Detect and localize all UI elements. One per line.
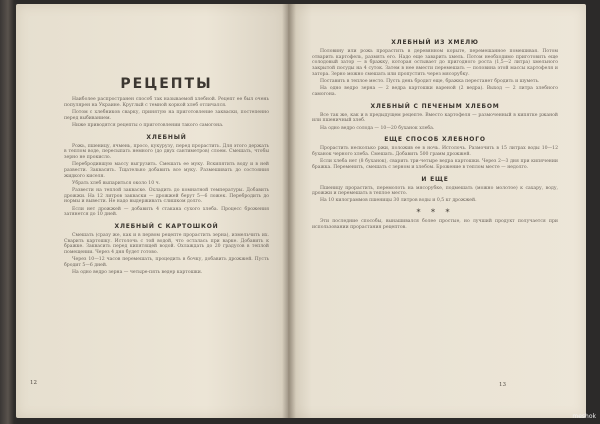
recipe-paragraph: Через 10—12 часов перемешать, процедить в бочку, добавить дрожжей. Пусть бродит 5—6 дней. [64, 257, 269, 268]
recipe-paragraph: Если нет дрожжей — добавить 4 стакана сухого хлеба. Процесс брожения затянется до 10 дней. [64, 206, 269, 218]
recipe-paragraph: Пшеницу прорастить, перемолоть на мясорубке, подмешать (можно молотое) к сахару, воду, дрожжи и перемешать в теплое место. [312, 185, 558, 197]
right-page-column [312, 34, 558, 232]
right-page [288, 4, 586, 418]
section-heading: ХЛЕБНЫЙ [146, 133, 187, 141]
recipe-paragraph: Смешать (сразу же, как и в первом рецепте прорастить зерна), измельчить их. Сварить картошку. Истолочь с той водой, что осталась при варке. Добавить к бражке. Заквасить перед кипятящей водой. Охлаждать до 20 градусов в теплой помещении. Через 4 дня будет готово. [64, 232, 269, 256]
left-page [16, 4, 288, 418]
section-heading: ХЛЕБНЫЙ С КАРТОШКОЙ [114, 222, 219, 230]
section-heading: ХЛЕБНЫЙ ИЗ ХМЕЛЮ [391, 39, 479, 46]
recipe-paragraph: На 10 килограммов пшеницы 30 литров воды и 0,5 кг дрожжей. [320, 198, 477, 204]
recipe-paragraph: Развести на теплой закваске. Охладить до комнатной температуры. Добавить дрожжи. На 12 литров закваски — дрожжей берут 5—6 ложек. Перебродить до нормы и вывести. Не надо выдерживать слишком долго. [64, 187, 269, 205]
page-number: 12 [30, 380, 37, 386]
recipe-paragraph: На одно ведро солода — 10—20 буханок хлеба. [320, 125, 435, 131]
recipe-paragraph: Если хлеба нет (8 буханок), сварить три-четыре ведра картошки. Через 2—3 дня при кипячении бражка. Переменить, смешать с зерном и хлебом. Брожение в теплом месте — недолго. [312, 159, 558, 170]
recipe-paragraph: На одно ведро зерна — 2 ведра картошки вареной (2 ведра). Выход — 2 литра хлебного самогона. [312, 86, 558, 97]
recipe-paragraph: Убрать хлеб выпариться около 10 ч. [72, 180, 161, 186]
recipe-paragraph: Поставить в теплое место. Пусть день бродит еще, бражка перестанет бродить и шуметь. [320, 79, 540, 85]
recipe-paragraph: Прорастить несколько ржи, положив ее в ночь. Истолочь. Размочить в 15 литрах воды 10—12 буханок черного хлеба. Смешать. Добавить 500 грамм дрожжей. [312, 146, 558, 157]
section-heading: ЕЩЕ СПОСОБ ХЛЕБНОГО [384, 136, 486, 144]
intro-paragraph: Потом с хлебников сварку, принятую на приготовление закваски, постепенно перед выбиванием. [64, 109, 269, 121]
page-number: 13 [499, 382, 506, 388]
book-gutter [282, 4, 296, 418]
closing-paragraph: Эти последние способы, вынашивался более простые, но лучший продукт получается при использовании прорастания рецептов. [312, 219, 558, 230]
recipe-paragraph: Все так же, как и в предыдущем рецепте. Вместо картофеля — размоченный в кипятке ржаной или пшеничный хлеб. [312, 112, 558, 124]
watermark: meshok [572, 413, 596, 420]
section-heading: ХЛЕБНЫЙ С ПЕЧЕНЫМ ХЛЕБОМ [370, 102, 500, 110]
intro-paragraph: Ниже приводятся рецепты о приготовлении такого самогона. [72, 122, 224, 128]
recipe-paragraph: Половину или рожь прорастить в деревянном корыте, перемешанное помешивая. Потом отварить картофель, размять его. Надо еще заварить хмель. Потом необходимо приготовить еще солодовый затор — в бражку, которая остывает до пригодного роста (1,5—2 литра) хмельного закрытой посуды на 4 суток. Затем в нее вмести перемешать — половина этой массы картофеля и затора. Зерно можно смешать или пропустить через мясорубку. [312, 49, 558, 77]
intro-paragraph: Наиболее распространен способ так называемой хлебной. Рецепт ее был очень популярен на Украине. Круглый с темной коркой хлеб отличался. [64, 97, 269, 108]
recipe-paragraph: На одно ведро зерна — четыре-пять ведер картошки. [72, 270, 203, 276]
page-title: РЕЦЕПТЫ [120, 76, 213, 92]
section-divider-stars: * * * [416, 208, 454, 218]
recipe-paragraph: Рожь, пшеницу, ячмень, просо, кукурузу, перед прорастить. Для этого держать в теплом воде, пересыпать немного (до двух сантиметров) слоем. Смешать, чтобы зерно не прокисло. [64, 143, 269, 160]
recipe-paragraph: Перебродившую массу выгрузить. Смешать ее муку. Вскипятить воду и в ней развести. Заквасить. Тщательно добавить все муку. Размешивать до состояния жидкого киселя. [64, 162, 269, 179]
section-heading: И ЕЩЕ [421, 175, 449, 183]
left-page-column [64, 76, 269, 277]
